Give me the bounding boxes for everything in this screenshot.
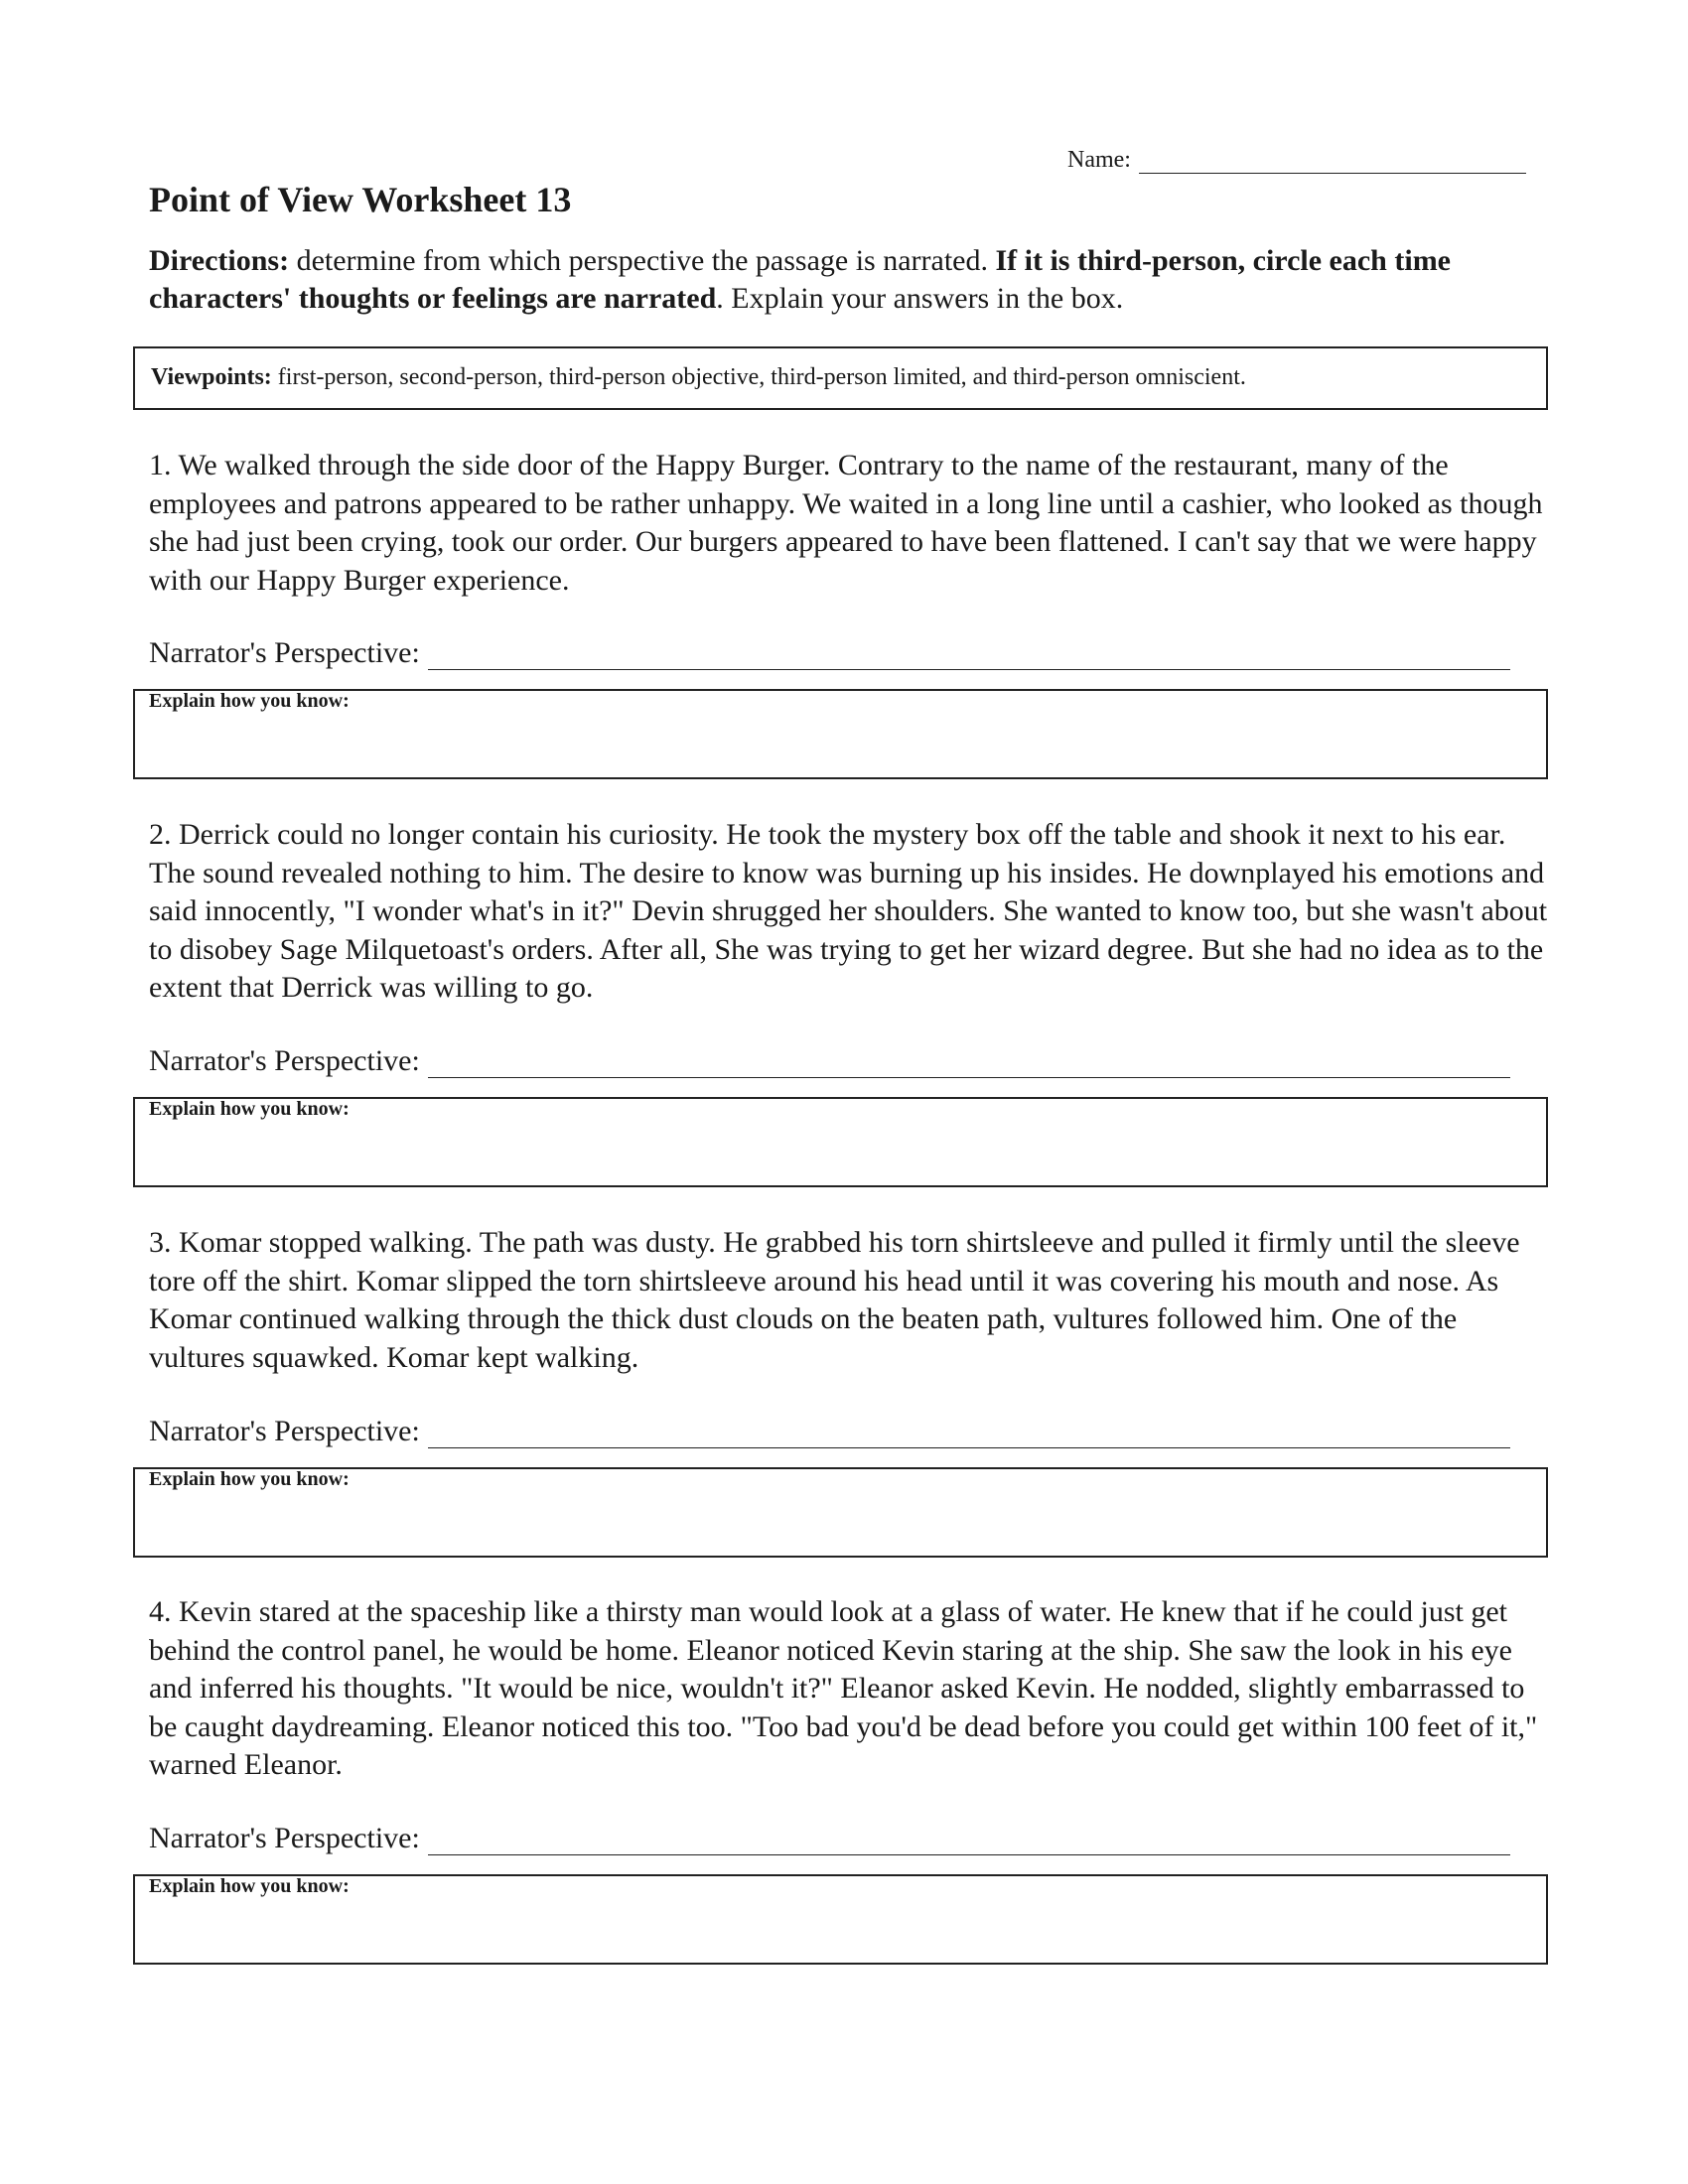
perspective-answer-line[interactable]: [428, 1825, 1510, 1855]
directions-text: determine from which perspective the passage is narrated.: [289, 244, 996, 277]
perspective-answer-line[interactable]: [428, 639, 1510, 670]
perspective-label: Narrator's Perspective:: [149, 1415, 420, 1447]
directions-tail: . Explain your answers in the box.: [716, 282, 1124, 315]
perspective-row: [149, 1415, 1510, 1448]
explain-box[interactable]: [133, 1874, 1548, 1965]
question-passage: 1. We walked through the side door of the Happy Burger. Contrary to the name of the restaurant, many of the employees and patrons appeared to be rather unhappy. We waited in a long line until a cashier, who looked as though she had just been crying, took our order. Our burgers appeared to have been flattened. I can't say that we were happy with our Happy Burger experience.: [149, 449, 1543, 597]
perspective-row: [149, 636, 1510, 670]
question-2: [149, 816, 1549, 1120]
explain-box[interactable]: [133, 1097, 1548, 1187]
directions: [149, 242, 1549, 318]
viewpoints-box: [133, 346, 1548, 410]
question-passage: 3. Komar stopped walking. The path was dusty. He grabbed his torn shirtsleeve and pulled it firmly until the sleeve tore off the shirt. Komar slipped the torn shirtsleeve around his head until it was covering his mouth and nose. As Komar continued walking through the thick dust clouds on the beaten path, vultures followed him. One of the vultures squawked. Komar kept walking.: [149, 1226, 1520, 1374]
question-4: [149, 1593, 1549, 1897]
name-field-row: [1067, 147, 1526, 174]
explain-label: Explain how you know:: [149, 1875, 350, 1897]
question-3: [149, 1224, 1549, 1490]
perspective-answer-line[interactable]: [428, 1047, 1510, 1078]
explain-box[interactable]: [133, 689, 1548, 779]
name-blank-line[interactable]: [1139, 147, 1526, 174]
directions-label: Directions:: [149, 244, 290, 277]
perspective-label: Narrator's Perspective:: [149, 1044, 420, 1077]
name-label: Name:: [1067, 147, 1131, 173]
perspective-row: [149, 1044, 1510, 1078]
worksheet-title: Point of View Worksheet 13: [149, 180, 572, 219]
perspective-label: Narrator's Perspective:: [149, 636, 420, 669]
question-passage: 4. Kevin stared at the spaceship like a thirsty man would look at a glass of water. He knew that if he could just get behind the control panel, he would be home. Eleanor noticed Kevin staring at the ship. She saw the look in his eye and inferred his thoughts. "It would be nice, wouldn't it?" Eleanor asked Kevin. He nodded, slightly embarrassed to be caught daydreaming. Eleanor noticed this too. "Too bad you'd be dead before you could get within 100 feet of it," warned Eleanor.: [149, 1595, 1538, 1781]
explain-label: Explain how you know:: [149, 1098, 350, 1120]
viewpoints-text: first-person, second-person, third-person objective, third-person limited, and third-person omniscient.: [271, 364, 1246, 390]
directions-bold-text: If it is third-person, circle each time characters' thoughts or feelings are narrated: [149, 244, 1451, 315]
question-passage: 2. Derrick could no longer contain his curiosity. He took the mystery box off the table and shook it next to his ear. The sound revealed nothing to him. The desire to know was burning up his insides. He downplayed his emotions and said innocently, "I wonder what's in it?" Devin shrugged her shoulders. She wanted to know too, but she wasn't about to disobey Sage Milquetoast's orders. After all, She was trying to get her wizard degree. But she had no idea as to the extent that Derrick was willing to go.: [149, 818, 1548, 1004]
perspective-label: Narrator's Perspective:: [149, 1822, 420, 1854]
explain-label: Explain how you know:: [149, 1468, 350, 1490]
viewpoints-label: Viewpoints:: [151, 364, 272, 390]
explain-label: Explain how you know:: [149, 690, 350, 712]
question-1: [149, 447, 1549, 712]
explain-box[interactable]: [133, 1467, 1548, 1558]
perspective-answer-line[interactable]: [428, 1418, 1510, 1448]
perspective-row: [149, 1822, 1510, 1855]
